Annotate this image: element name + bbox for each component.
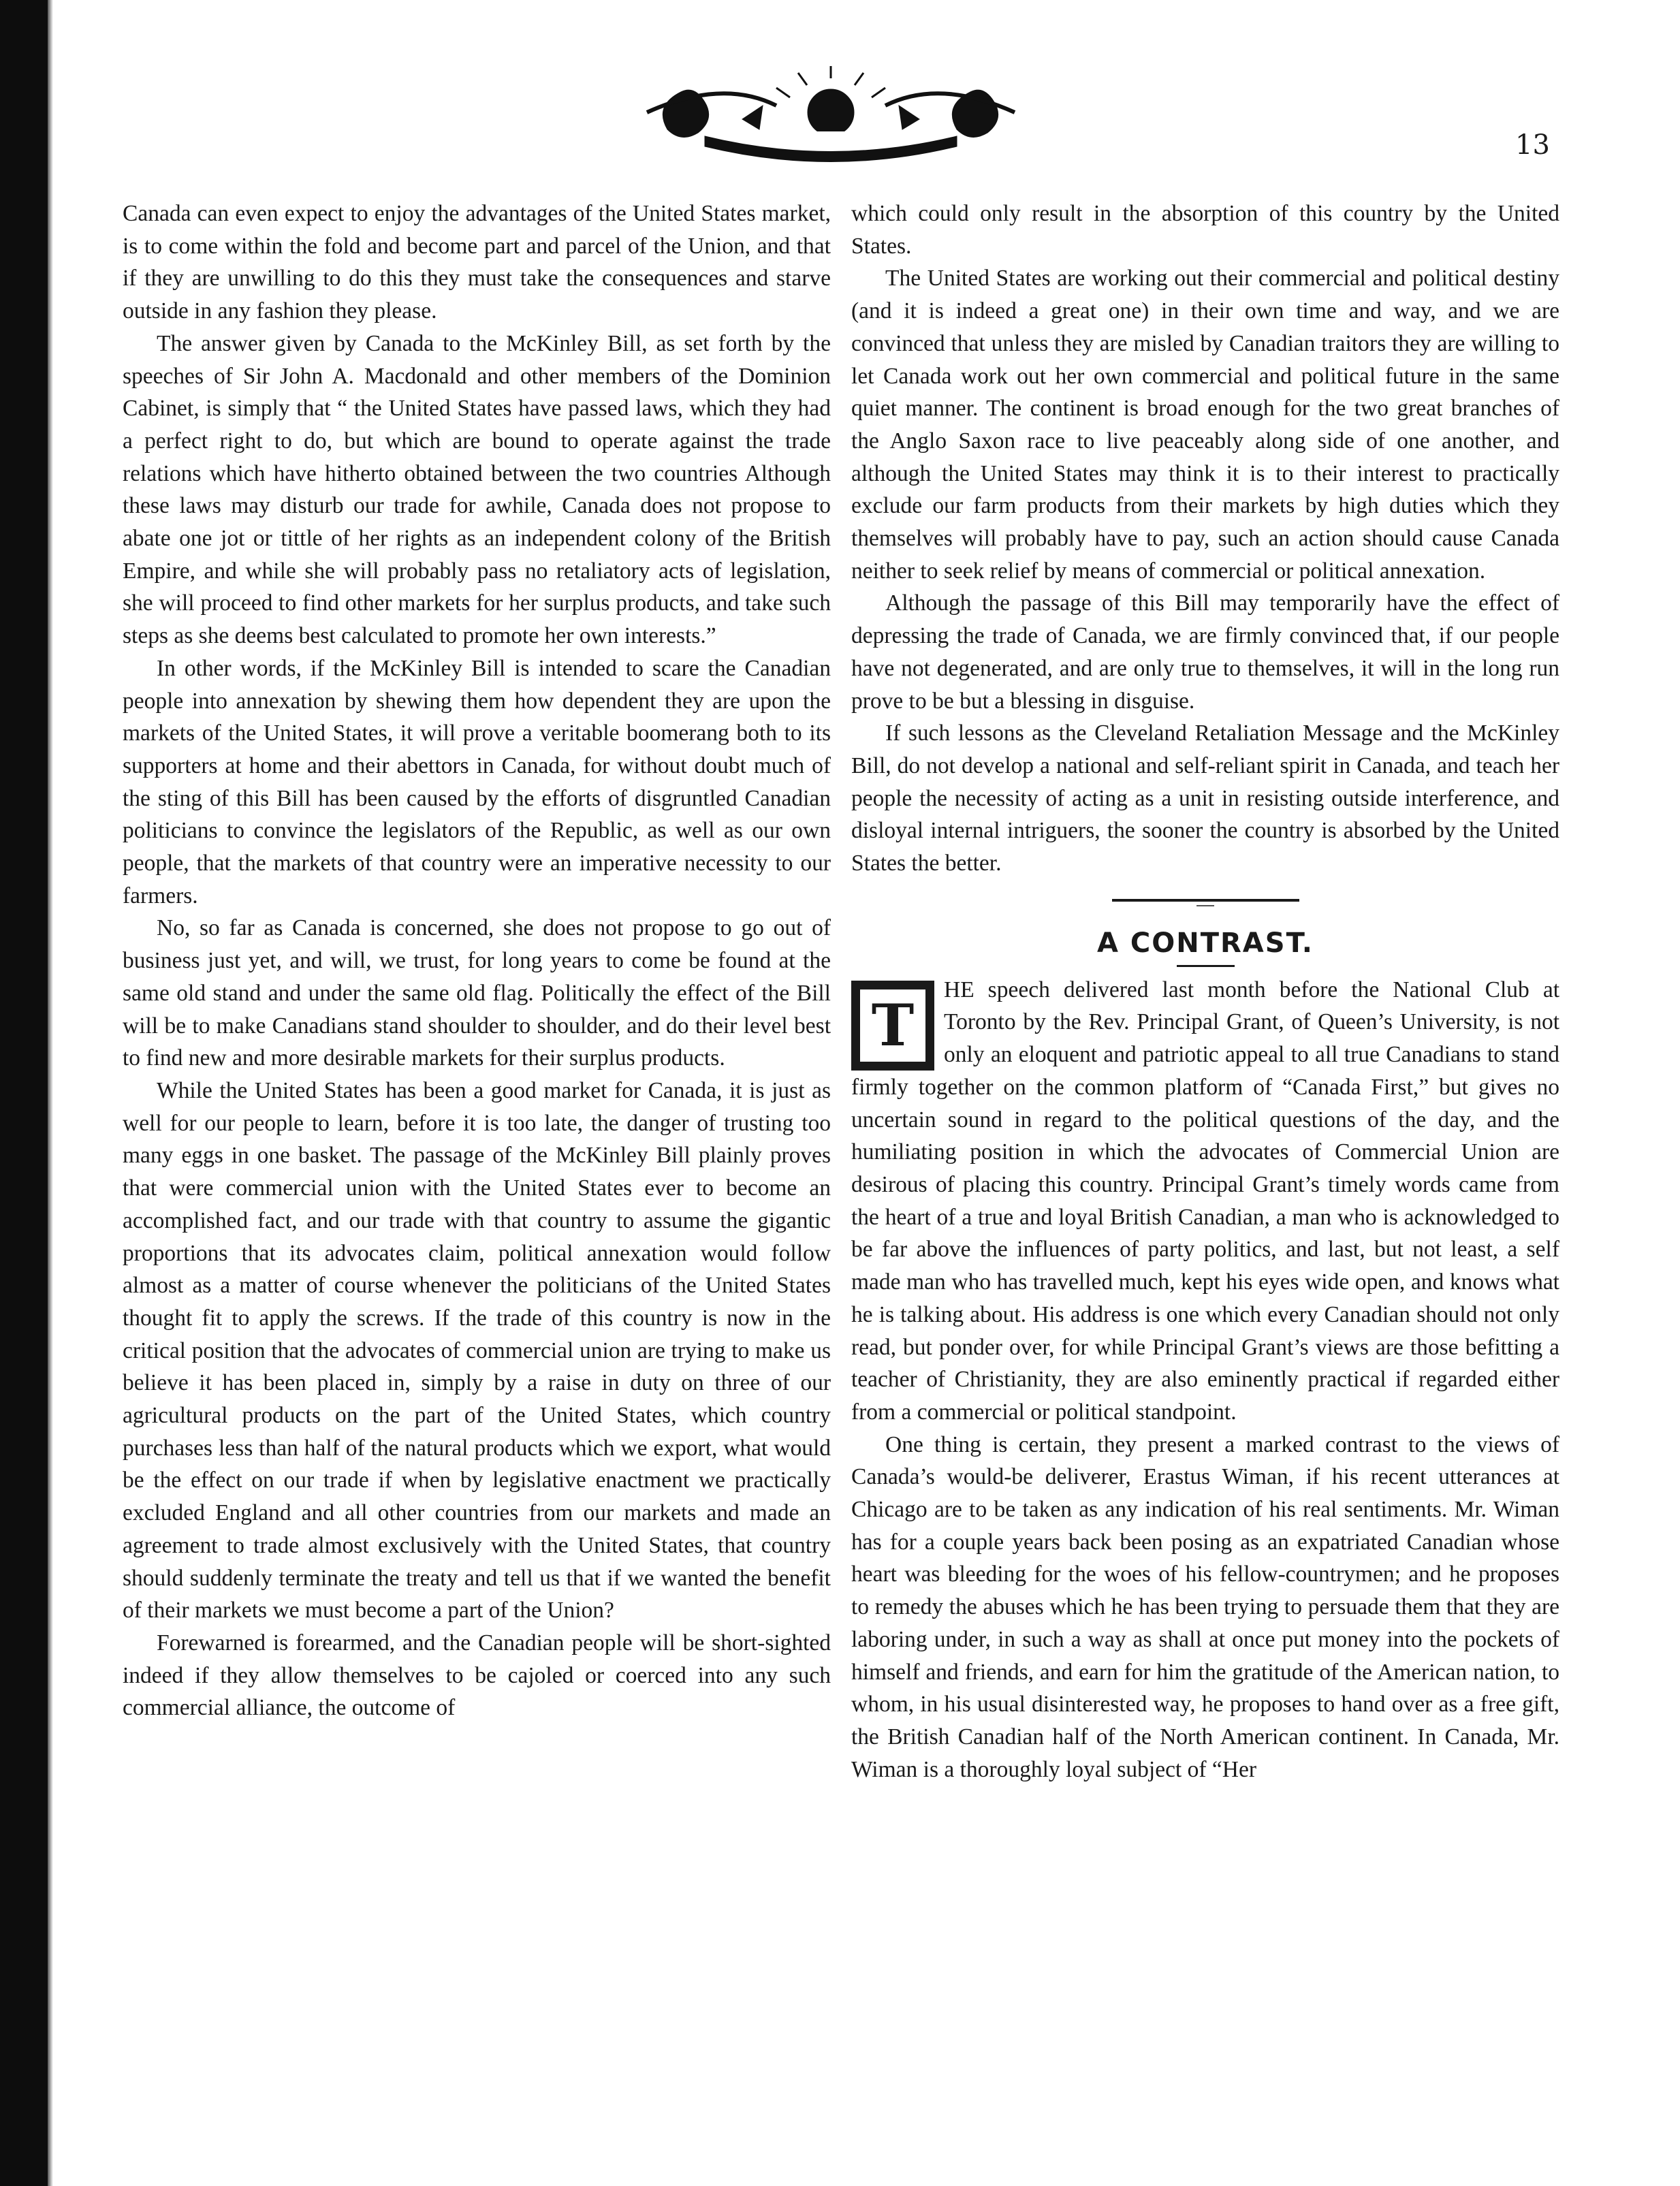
contrast-paragraph-2: One thing is certain, they present a marked contrast to the views of Canada’s would-be deliverer, Erastus Wiman, if his recent utterances at Chicago are to be taken as any indication of his real sentiments. Mr. Wiman has for a couple years back been posing as an expatriated Canadian whose heart was bleeding for the woes of his fellow-countrymen; and he proposes to remedy the abuses which he has been trying to persuade them that they are laboring under, in such a way as shall at once put money into the pockets of himself and friends, and earn for him the gratitude of the American nation, to whom, in his usual disinterested way, he proposes to hand over as a free gift, the British Canadian half of the North American continent. In Canada, Mr. Wiman is a thoroughly loyal subject of “Her [851,1431,1559,1782]
left-paragraph-6: Forewarned is forearmed, and the Canadian people will be short-sighted indeed if they allow themselves to be cajoled or coerced into any such commercial alliance, the outcome of [123,1630,831,1721]
contrast-article [851,974,1559,1786]
left-paragraph-4: No, so far as Canada is concerned, she does not propose to go out of business just yet, and will, we trust, for long years to come be found at the same old stand and under the same old flag. Politically the effect of the Bill will be to make Canadians stand shoulder to shoulder, and do their level best to find new and more desirable markets for their surplus products. [123,915,831,1071]
left-column [123,197,831,1724]
left-paragraph-3: In other words, if the McKinley Bill is intended to scare the Canadian people into annexation by shewing them how dependent they are upon the markets of the United States, it will prove a veritable boomerang both to its supporters at home and their abettors in Canada, for without doubt much of the sting of this Bill has been caused by the efforts of disgruntled Canadian politicians to convince the legislators of the Republic, as well as our own people, that the markets of that country were an imperative necessity to our farmers. [123,655,831,908]
right-column [851,197,1559,1786]
section-divider [1112,899,1299,902]
right-paragraph-1: which could only result in the absorption of this country by the United States. [851,201,1559,259]
binding-shadow [48,0,53,2186]
section-divider-ornament [1196,905,1214,906]
left-paragraph-1: Canada can even expect to enjoy the advantages of the United States market, is to come within the fold and become part and parcel of the Union, and that if they are unwilling to do this they must take the consequences and starve outside in any fashion they please. [123,201,831,324]
drop-cap-letter: T [859,988,927,1063]
left-paragraph-5: While the United States has been a good market for Canada, it is just as well for our people to learn, before it is too late, the danger of trusting too many eggs in one basket. The passage of the McKinley Bill plainly proves that were commercial union with the United States ever to become an accomplished fact, and our trade with that country to assume the gigantic proportions that its advocates claim, political annexation would follow almost as a matter of course whenever the politicians of the United States thought fit to apply the screws. If the trade of this country is now in the critical position that the advocates of commercial union are trying to make us believe it has been placed in, simply by a raise in duty on three of our agricultural products on the part of the United States, which country purchases less than half of the natural products which we export, what would be the effect on our trade if when by legislative enactment we practically excluded England and all other countries from our markets and made an agreement to trade almost exclusively with the United States, that country should suddenly terminate the treaty and tell us that if we wanted the benefit of their markets we must become a part of the Union? [123,1077,831,1623]
drop-cap-ornament [851,981,934,1071]
page-number: 13 [1515,129,1550,161]
title-underline [1177,965,1235,967]
masthead-ornament [640,65,1021,167]
right-paragraph-4: If such lessons as the Cleveland Retaliation Message and the McKinley Bill, do not develop a national and self-reliant spirit in Canada, and teach her people the necessity of acting as a unit in resisting outside interference, and disloyal internal intriguers, the sooner the country is absorbed by the United States the better. [851,720,1559,876]
page-binding-edge [0,0,48,2186]
right-paragraph-3: Although the passage of this Bill may temporarily have the effect of depressing the trade of Canada, we are firmly convinced that, if our people have not degenerated, and are only true to themselves, it will in the long run prove to be but a blessing in disguise. [851,590,1559,714]
left-paragraph-2: The answer given by Canada to the McKinley Bill, as set forth by the speeches of Sir John A. Macdonald and other members of the Dominion Cabinet, is simply that “ the United States have passed laws, which they had a perfect right to do, but which are bound to operate against the trade relations which have hitherto obtained between the two countries Although these laws may disturb our trade for awhile, Canada does not propose to abate one jot or tittle of her rights as an independent colony of the British Empire, and while she will probably pass no retaliatory acts of legislation, she will proceed to find other markets for her surplus products, and take such steps as she deems best calculated to promote her own interests.” [123,330,831,649]
contrast-paragraph-1: HE speech delivered last month before the National Club at Toronto by the Rev. Principal Grant, of Queen’s University, is not only an eloquent and patriotic appeal to all true Canadians to stand firmly together on the common platform of “Canada First,” but gives no uncertain sound in regard to the political questions of the day, and the humiliating position in which the advocates of Commercial Union are desirous of placing this country. Principal Grant’s timely words came from the heart of a true and loyal British Canadian, a man who is acknowledged to be far above the influences of party politics, and last, but not least, a self made man who has travelled much, kept his eyes wide open, and knows what he is talking about. His address is one which every Canadian should not only read, but ponder over, for while Principal Grant’s views are those befitting a teacher of Christianity, they are also eminently practical if regarded either from a commercial or political standpoint. [851,977,1559,1425]
right-paragraph-2: The United States are working out their commercial and political destiny (and it is indeed a great one) in their own time and way, and we are convinced that unless they are misled by Canadian traitors they are willing to let Canada work out her own commercial and political future in the same quiet manner. The continent is broad enough for the two great branches of the Anglo Saxon race to live peaceably along side of one another, and although the United States may think it is to their interest to practically exclude our farm products from their markets by high duties which they themselves will probably have to pay, such an action should cause Canada neither to seek relief by means of commercial or political annexation. [851,266,1559,584]
section-title: A CONTRAST. [1097,927,1314,959]
